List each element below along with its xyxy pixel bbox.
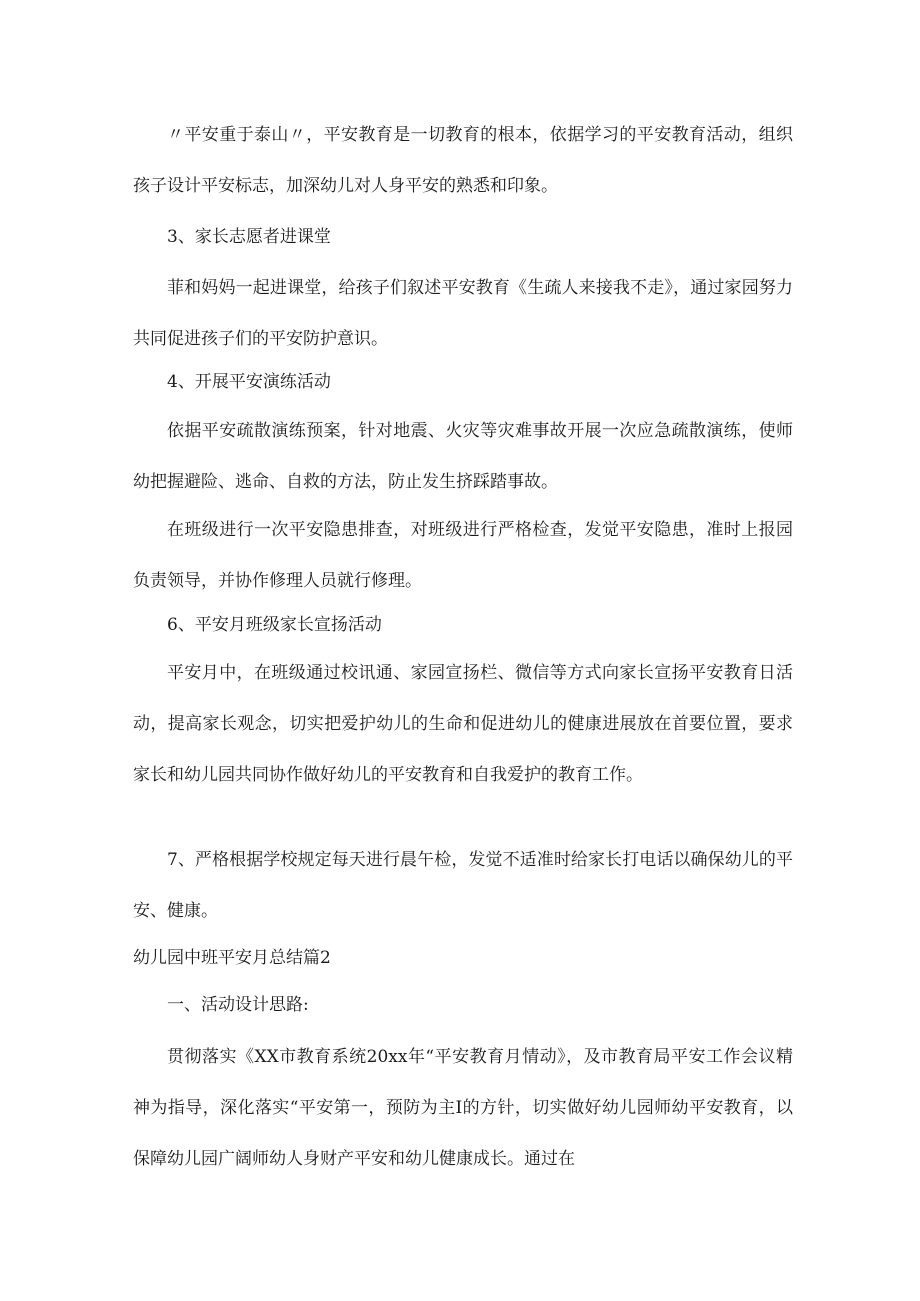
paragraph-hazard-inspection: 在班级进行一次平安隐患排查，对班级进行严格检查，发觉平安隐患，准时上报园负责领导，并协作修理人员就行修理。 <box>133 520 793 591</box>
paragraph-safety-motto: 〃平安重于泰山〃，平安教育是一切教育的根本，依据学习的平安教育活动，组织孩子设计平安标志，加深幼儿对人身平安的熟悉和印象。 <box>133 125 793 196</box>
paragraph-health-check: 7、严格根据学校规定每天进行晨午检，发觉不适准时给家长打电话以确保幼儿的平安、健康。 <box>133 850 793 921</box>
heading-design-idea: 一、活动设计思路: <box>167 995 309 1015</box>
heading-parent-publicity: 6、平安月班级家长宣扬活动 <box>167 615 382 635</box>
paragraph-design-idea: 贯彻落实《XX市教育系统20xx年“平安教育月情动》，及市教育局平安工作会议精神为指导，深化落实“平安第一，预防为主I的方针，切实做好幼儿园师幼平安教育，以保障幼儿园广阔师幼人身财产平安和幼儿健康成长。通过在 <box>133 1047 793 1169</box>
section-title-summary-2: 幼儿园中班平安月总结篇2 <box>133 948 331 968</box>
paragraph-parent-volunteers: 菲和妈妈一起进课堂，给孩子们叙述平安教育《生疏人来接我不走》，通过家园努力共同促进孩子们的平安防护意识。 <box>133 278 793 349</box>
heading-parent-volunteers: 3、家长志愿者进课堂 <box>167 227 331 247</box>
heading-safety-drill: 4、开展平安演练活动 <box>167 372 331 392</box>
paragraph-safety-drill: 依据平安疏散演练预案，针对地震、火灾等灾难事故开展一次应急疏散演练，使师幼把握避险、逃命、自救的方法，防止发生挤踩踏事故。 <box>133 421 793 492</box>
paragraph-parent-publicity: 平安月中，在班级通过校讯通、家园宣扬栏、微信等方式向家长宣扬平安教育日活动，提高家长观念，切实把爱护幼儿的生命和促进幼儿的健康进展放在首要位置，要求家长和幼儿园共同协作做好幼儿的平安教育和自我爱护的教育工作。 <box>133 663 793 785</box>
